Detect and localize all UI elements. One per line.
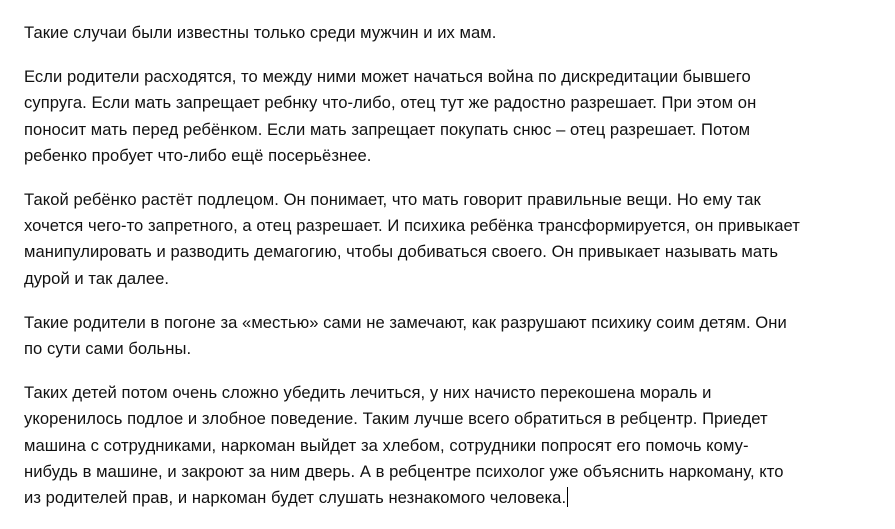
paragraph-3: Такой ребёнко растёт подлецом. Он понимает, что мать говорит правильные вещи. Но ему так хочется чего-то запретного, а отец разрешает. И психика ребёнка трансформируется, он привыкает манипулировать и разводить демагогию, чтобы добиваться своего. Он привыкает называть мать дурой и так далее. xyxy=(24,190,800,288)
paragraph-5-text: Таких детей потом очень сложно убедить лечиться, у них начисто перекошена мораль и укоренилось подлое и злобное поведение. Таким лучше всего обратиться в ребцентр. Приедет машина с сотрудниками, наркоман выйдет за хлебом, сотрудники попросят его помочь кому- нибудь в машине, и закроют за ним дверь. А в ребцентре психолог уже объяснить наркоману, кто из родителей прав, и наркоман будет слушать незнакомого человека. xyxy=(24,383,784,508)
paragraph-1: Такие случаи были известны только среди мужчин и их мам. xyxy=(24,23,497,42)
document-body[interactable] xyxy=(24,20,892,529)
text-cursor xyxy=(567,487,568,507)
paragraph-2: Если родители расходятся, то между ними может начаться война по дискредитации бывшего супруга. Если мать запрещает ребнку что-либо, отец тут же радостно разрешает. При этом он поносит мать перед ребёнком. Если мать запрещает покупать снюс – отец разрешает. Потом ребенко пробует что-либо ещё посерьёзнее. xyxy=(24,67,757,165)
paragraph-4: Такие родители в погоне за «местью» сами не замечают, как разрушают психику соим детям. Они по сути сами больны. xyxy=(24,312,787,359)
paragraph-5 xyxy=(24,380,892,511)
